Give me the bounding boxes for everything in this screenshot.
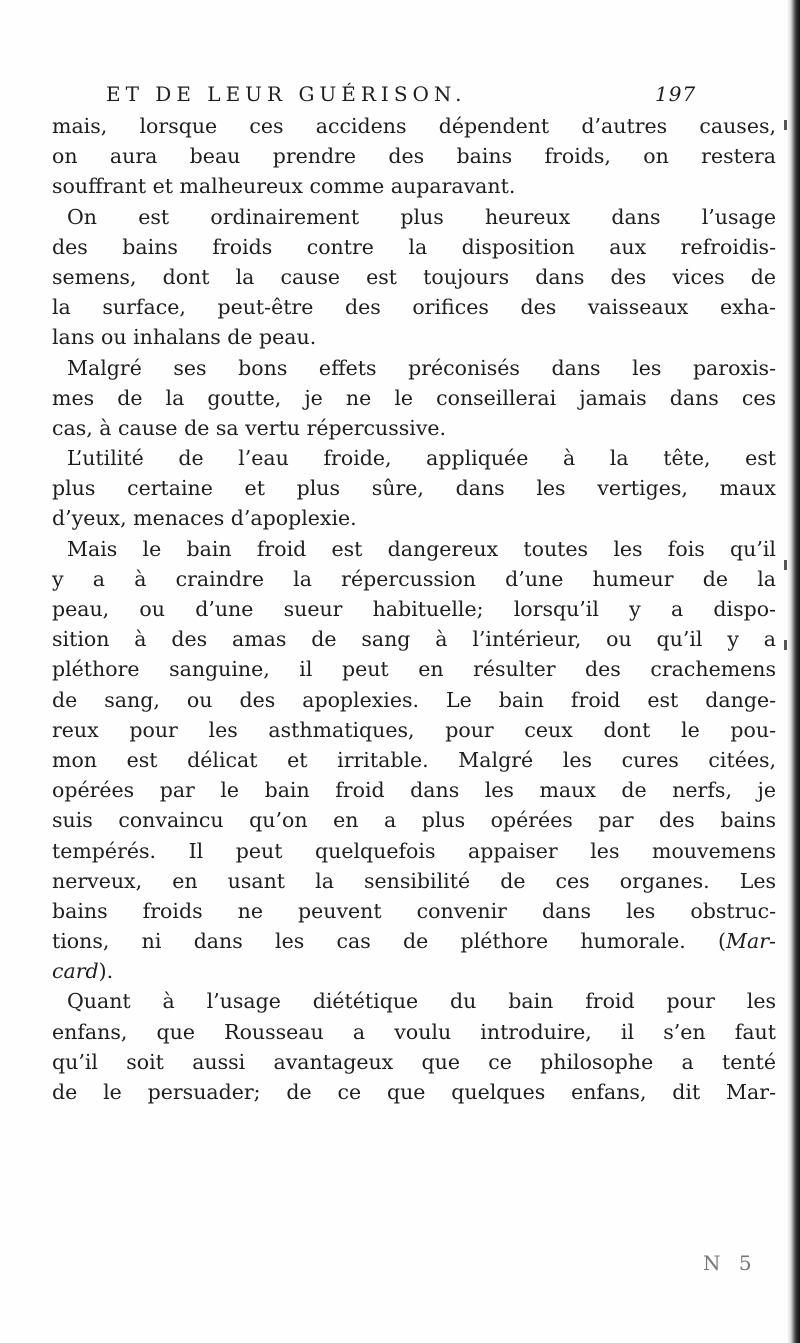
edge-mark <box>784 120 787 130</box>
text-line: de le persuader; de ce que quelques enfans, dit Mar- <box>52 1080 776 1104</box>
text-line: opérées par le bain froid dans les maux de nerfs, je <box>52 778 776 803</box>
running-header-title: ET DE LEUR GUÉRISON. <box>106 82 467 106</box>
text-line: semens, dont la cause est toujours dans des vices de <box>52 264 776 289</box>
text-line: des bains froids contre la disposition aux refroidis- <box>52 234 776 259</box>
paragraph-start: Quant à l’usage diététique du bain froid pour les <box>67 989 776 1014</box>
text-line: cas, à cause de sa vertu répercussive. <box>52 415 447 440</box>
running-header <box>106 82 697 108</box>
paragraph-start: L’utilité de l’eau froide, appliquée à la tête, est <box>67 446 776 471</box>
text-line: mes de la goutte, je ne le conseillerai jamais dans ces <box>52 385 776 410</box>
page-number: 197 <box>655 82 697 106</box>
text-line: tempérés. Il peut quelquefois appaiser les mouvemens <box>52 838 776 863</box>
text-line: suis convaincu qu’on en a plus opérées par des bains <box>52 808 776 833</box>
text-line-with-citation <box>52 926 776 956</box>
text-line: lans ou inhalans de peau. <box>52 325 317 350</box>
text-line: nerveux, en usant la sensibilité de ces organes. Les <box>52 868 776 893</box>
page-edge-shadow <box>787 0 800 1343</box>
text-line: de sang, ou des apoplexies. Le bain froid est dange- <box>52 687 776 712</box>
body-text <box>52 111 776 1107</box>
text-line: mais, lorsque ces accidens dépendent d’autres causes, <box>52 114 776 138</box>
text-line: mon est délicat et irritable. Malgré les cures citées, <box>52 747 776 772</box>
text-line: sition à des amas de sang à l’intérieur, ou qu’il y a <box>52 627 776 652</box>
text-line: qu’il soit aussi avantageux que ce philosophe a tenté <box>52 1049 776 1074</box>
text-line: on aura beau prendre des bains froids, on restera <box>52 144 776 169</box>
text-line-citation-end: card). <box>52 959 114 984</box>
text-line: d’yeux, menaces d’apoplexie. <box>52 506 357 531</box>
text-line: la surface, peut-être des orifices des vaisseaux exha- <box>52 295 776 320</box>
citation-author-end: card <box>52 959 99 984</box>
text-line: y a à craindre la répercussion d’une humeur de la <box>52 566 776 591</box>
edge-mark <box>784 640 787 650</box>
text-line: pléthore sanguine, il peut en résulter des crachemens <box>52 657 776 682</box>
text-line: souffrant et malheureux comme auparavant. <box>52 174 516 199</box>
paragraph-start: Mais le bain froid est dangereux toutes les fois qu’il <box>67 536 776 561</box>
edge-mark <box>784 560 787 570</box>
text-line: peau, ou d’une sueur habituelle; lorsqu’il y a dispo- <box>52 597 776 621</box>
paragraph-start: Malgré ses bons effets préconisés dans les paroxis- <box>67 355 776 380</box>
text-line: reux pour les asthmatiques, pour ceux dont le pou- <box>52 717 776 742</box>
citation-author-start: Mar- <box>726 929 776 954</box>
paragraph-start: On est ordinairement plus heureux dans l’usage <box>67 204 776 229</box>
text-line: plus certaine et plus sûre, dans les vertiges, maux <box>52 476 776 501</box>
text-line: enfans, que Rousseau a voulu introduire, il s’en faut <box>52 1019 776 1044</box>
text-line: bains froids ne peuvent convenir dans les obstruc- <box>52 898 776 923</box>
text-line: tions, ni dans les cas de pléthore humorale. ( <box>52 929 727 954</box>
signature-mark: N 5 <box>703 1251 758 1275</box>
